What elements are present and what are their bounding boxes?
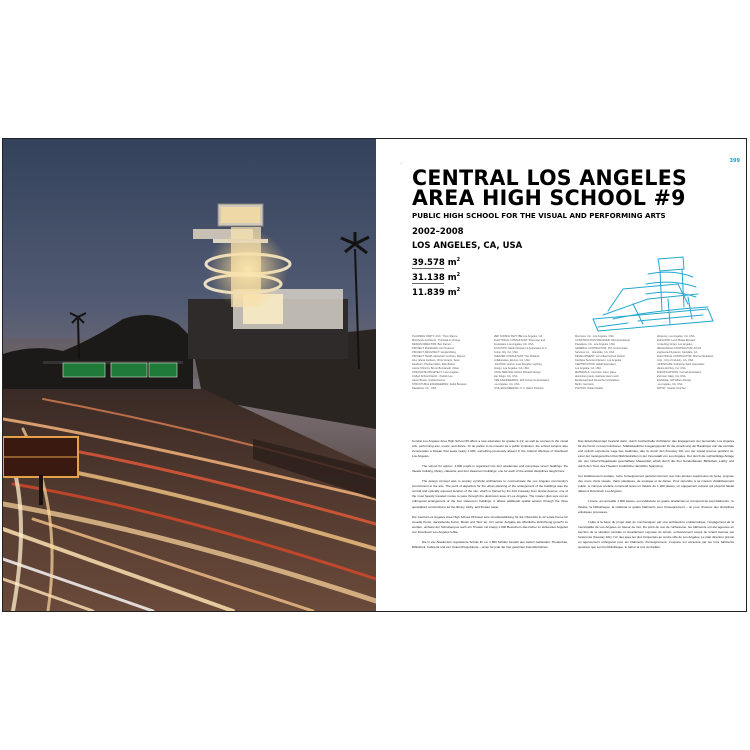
right-page — [378, 139, 746, 611]
paragraph: L'idée à la base du projet était de communiquer par une architecture emblématique, l'engagement de la municipalité de Los Angeles en faveur de l'art. Du point de vue de l'urbanisme, les bâtiments ont été agencés en fonction de la situation centrale et visuellement exposée du terrain, exclusivement coupé de Grand Avenue par l'autoroute (freeway 101), l'un des axes les plus fréquentés au centre-ville de Los Angeles. Le plan directeur prévoit un agencement orthogonal pour les bâtiments d'enseignement. L'espace est accentué par les trois bâtiments spéciaux que sont la bibliothèque, le hall et la tour du théâtre. — [578, 519, 734, 549]
area-value-3: 11.839 $m^2$ — [412, 287, 461, 298]
photo-illustration — [3, 139, 376, 611]
credits-column-1: PLANNING PARTY: Arch. Thom Mayne Morphosis Architects · Principal in Charge DESIGN DIRECTOR: Ben Damon PROJECT MANAGER: Kim Pearson PROJECT ARCHITECT: Gerald Wang PROJECT TEAM: Alexander Cochran, Marcus Alex, Elena Jackson, Chris Greene, Sean Dearborn, Pauline Gibbs, Rick Bobos Janice Shimizu, Bruno Bondanelli, Vickie ASSOCIATE ARCHITECT: Loss Angeles Unified School District · Patrick Lee Aaron Brown, Andrea Dorner STRUCTURAL ENGINEERING: Saiful Bouquet Pasadena, CA · USA — [412, 335, 467, 390]
credits-column-2: MEP CONSULTANT: IBE Los Angeles, CA ELECTRICAL CONSULTANT: Silverman and Associates, Los Angeles, CA, USA ACOUSTIC: Martin Newson & Associates LLC, Culver City, CA, USA THEATER CONSULTANT: The Shalleck Collaborative, Encino, CA, USA LIGHTING: Horton Lees Brogden Lighting Design, Los Angeles, CA, USA FOOD SERVICE: Robert Rhoads Design San Diego, CA, USA FIRE ENGINEERING: Rolf Jensen & Associates Los Angeles, CA, USA CIVIL ENGINEERING: K. F. Hall & Partners — [493, 335, 549, 390]
paragraph: The design concept was to employ symbolic architecture to communicate the Los Angeles community's commitment to the arts. The point of departure for the urban planning of the arrangement of the buildings was the central and optically exposed location of the site, which is framed by the 101 Freeway from Grand Avenue, one of the most heavily traveled routes to pass through the downtown area of Los Angeles. The master plan sets out an orthogonal arrangement of the four classroom buildings. It allows additional spatial tension through the three specialized constructions for the library, lobby, and theater tower. — [412, 479, 568, 509]
page-number: 399 — [729, 158, 740, 164]
credits-column-4: Monterey, Los Angeles, CA, USA ELEVATOR: Lerch Bates Elevator Consulting Group, Los Angeles MECHANICAL CONTRACTOR: ACCO Engineered Systems, Glendale, CA ELECTRICAL CONTRACTOR: Morrow Meadows Corp., City of Industry, CA, USA LANDSCAPE: Katherine Spitz Associates Marina del Rey, CA, USA SPECIFICATIONS: Conrad Associates Sherman Oaks, CA, USA SIGNAGE: Jeff Wilson Design Los Angeles, CA, USA ARTIST: Colette Crutcher — [656, 335, 714, 390]
credits-block — [412, 335, 732, 391]
paragraph: L'école, qui accueille 1 800 élèves, est subdivisée en quatre académies et comprend de sept bâtiments : le théâtre, la bibliothèque, la cafétéria et quatre bâtiments pour l'enseignement – un pour chacune des disciplines artistiques proposées. — [578, 499, 734, 514]
title-line-2: AREA HIGH SCHOOL #9 — [412, 184, 686, 210]
body-column-left — [412, 439, 568, 555]
freeway-night-photo — [3, 139, 376, 611]
title-line-1: CENTRAL LOS ANGELES — [412, 164, 688, 191]
paragraph: Das Entwurfskonzept bestand darin, durch zeichenhafte Architektur das Engagement der Gemeinde Los Angeles für die Kunst zu kommunizieren. Städtebaulicher Ausgangspunkt für die Anordnung der Baukörper war die zentrale und optisch exponierte Lage des Geländes, das im durch den Freeway 101 von der Grand Avenue gerahmt ist, einer der meistgenutzten Durchfahrtsstraßen in der Innenstadt von Los Angeles. Der durch die rechtwinklige Anlage der vier Unterrichtsgebäude geschaffene Masterplan erhält durch die drei Sonderbauten Bibliothek, Lobby und durch den Turm des Theaters zusätzliche räumliche Spannung. — [578, 439, 734, 469]
credits-column-3: Monrovia, CA · Los Angeles, USA CONSTRUCTION MANAGER: Hill International Pasadena, CA · Los Angeles, USA GENERAL CONTRACTOR: PCL Construction Services Inc. · Glendale, CA, USA DEVELOPMENT: LA Unified School District Facilities Services Division, Los Angeles CERTIFICATION: LEED Equivalent Los Angeles, CA, USA MATERIALS: Concrete, steel, glass, aluminium panel, stainless steel mesh Bundesverband Deutscher Architekten Berlin, Germany PHOTOS: Roland Halbe — [575, 335, 630, 390]
body-text — [412, 439, 734, 555]
divider — [412, 268, 444, 269]
freeway-signs — [43, 361, 183, 377]
paragraph: Cet établissement scolaire, outre l'enseignement général commun aux trois années supérieures du lycée, propose des cours d'arts visuels, d'arts plastiques, de musique et de danse. Pour répondre à sa mission d'établissement public, le campus scolaire comprend aussi un théâtre de 1 000 places, un équipement culturel qui jusqu'ici faisait défaut à Downtown Los Angeles. — [578, 474, 734, 494]
paragraph: The school for approx. 1,800 pupils is organized into four academies and comprises seven buildings: the theater building, library, cafeteria, and four classroom buildings; one for each of the artistic disciplines taught here. — [412, 464, 568, 474]
divider — [412, 283, 444, 284]
book-spread — [2, 138, 747, 612]
area-value-2: 31.138 $m^2$ — [412, 272, 461, 283]
page-marker: — — [400, 161, 403, 165]
project-years: 2002–2008 — [412, 227, 464, 237]
building-sketch-icon — [588, 249, 718, 334]
body-column-right — [578, 439, 734, 555]
paragraph: Central Los Angeles Area High School #9 offers a new education for grades 9–12, as well as courses in the visual arts, performing arts, music, and dance. To do justice to its mission as a public institution, the school campus also incorporates a theater that seats nearly 1,000, something previously absent in the cultural offerings of downtown Los Angeles. — [412, 439, 568, 459]
area-value-1: 39.578 $m^2$ — [412, 257, 461, 268]
project-title — [412, 164, 732, 210]
paragraph: Die Central Los Angeles Area High School #9 bietet eine Grundausbildung für die Oberstufe 9–12 sowie Kurse für visuelle Kunst, darstellende Kunst, Musik und Tanz an. Um seiner Aufgabe als öffentliche Einrichtung gerecht zu werden, umfasst der Schulcampus auch ein Theater mit knapp 1.000 Besuchern das bisher im kulturellen Angebot von Downtown Los Angeles fehlte. — [412, 514, 568, 534]
paragraph: Die in vier Akademien organisierte Schule für ca. 1.800 Schüler besteht aus sieben Gebäuden: Theaterbau, Bibliothek, Cafeteria und vier Unterrichtsgebäude – einen für jede der hier gelehrten Kunstdisziplinen. — [412, 539, 568, 549]
project-subtitle: PUBLIC HIGH SCHOOL FOR THE VISUAL AND PERFORMING ARTS — [412, 211, 666, 220]
project-location: LOS ANGELES, CA, USA — [412, 241, 523, 251]
